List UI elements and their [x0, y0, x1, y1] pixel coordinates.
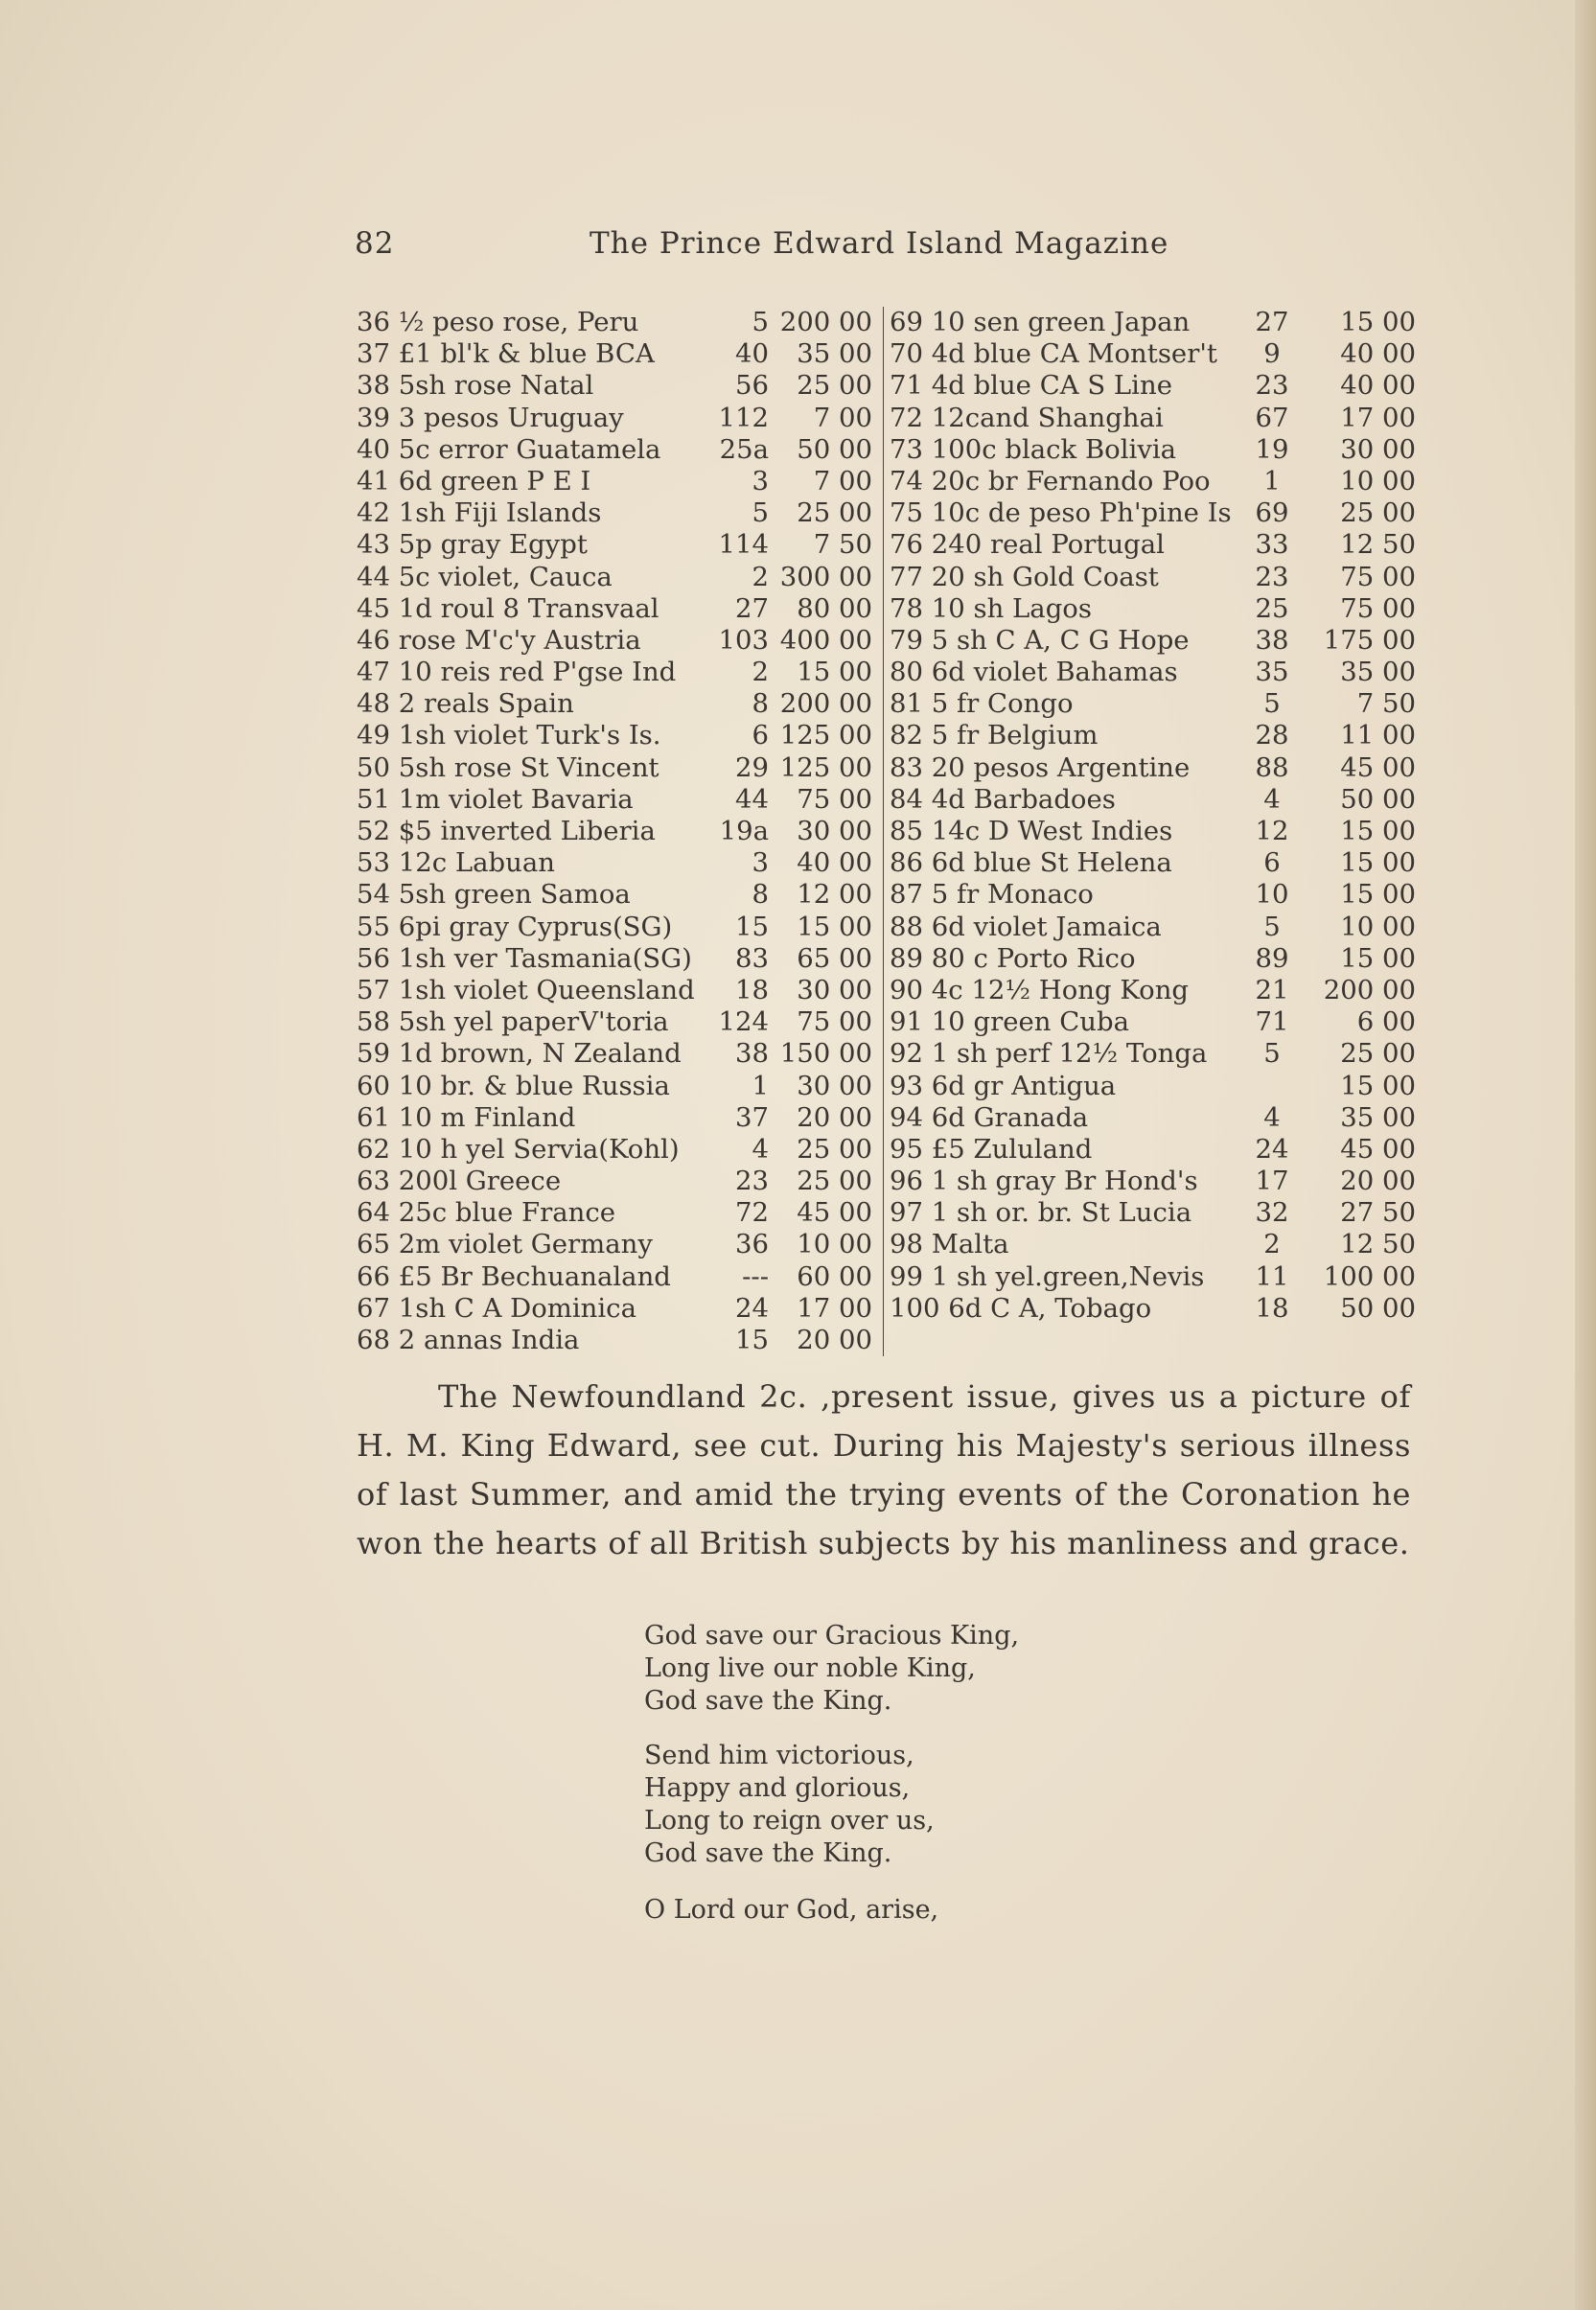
stamp-catalog-number: 10 — [1255, 879, 1289, 911]
stamp-price: 30 00 — [797, 1070, 872, 1101]
stamp-description: 47 10 reis red P'gse Ind — [357, 657, 677, 688]
stamp-price: 15 00 — [1340, 1070, 1416, 1101]
stamp-catalog-number: 29 — [735, 751, 769, 783]
table-row — [357, 1261, 872, 1293]
table-row — [357, 529, 872, 561]
table-row — [357, 497, 872, 529]
stamp-catalog-number: 35 — [1255, 657, 1289, 688]
table-row — [884, 593, 1416, 625]
stamp-price: 20 00 — [797, 1101, 872, 1133]
stamp-price: 11 00 — [1340, 720, 1416, 751]
stamp-catalog-number: 28 — [1255, 720, 1289, 751]
stamp-catalog-number: 27 — [735, 592, 769, 624]
stamp-description: 52 $5 inverted Liberia — [357, 816, 656, 846]
stamp-description: 62 10 h yel Servia(Kohl) — [357, 1133, 680, 1165]
verse-line: God save the King. — [644, 1686, 892, 1716]
table-row — [884, 847, 1416, 879]
table-row — [884, 1006, 1416, 1038]
table-row — [884, 879, 1416, 911]
stamp-catalog-number: 23 — [1255, 561, 1289, 592]
verse-line: Happy and glorious, — [644, 1773, 911, 1803]
stamp-description: 83 20 pesos Argentine — [890, 751, 1191, 783]
stamp-price: 400 00 — [779, 624, 872, 656]
stamp-description: 61 10 m Finland — [357, 1101, 576, 1133]
table-row — [357, 1197, 872, 1229]
stamp-description: 48 2 reals Spain — [357, 688, 574, 720]
stamp-price: 40 00 — [1340, 370, 1416, 402]
stamp-description: 56 1sh ver Tasmania(SG) — [357, 942, 692, 974]
stamp-catalog-number: 38 — [735, 1038, 769, 1070]
stamp-price: 35 00 — [1340, 657, 1416, 688]
stamp-description: 44 5c violet, Cauca — [357, 561, 613, 592]
table-row — [357, 816, 872, 847]
stamp-description: 93 6d gr Antigua — [890, 1070, 1117, 1101]
stamp-price: 12 50 — [1340, 529, 1416, 561]
stamp-description: 69 10 sen green Japan — [890, 307, 1191, 337]
stamp-price: 45 00 — [797, 1197, 872, 1229]
page-header — [355, 226, 1179, 268]
stamp-price: 175 00 — [1323, 624, 1416, 656]
stamp-description: 39 3 pesos Uruguay — [357, 402, 624, 433]
table-column-right — [883, 307, 1416, 1356]
stamp-description: 98 Malta — [890, 1229, 1009, 1260]
stamp-catalog-number: 5 — [752, 307, 769, 337]
table-row — [884, 816, 1416, 847]
table-row — [357, 1038, 872, 1070]
stamp-price: 20 00 — [1340, 1166, 1416, 1197]
stamp-description: 67 1sh C A Dominica — [357, 1292, 636, 1324]
stamp-catalog-number: 114 — [718, 529, 769, 561]
stamp-catalog-number: --- — [742, 1260, 769, 1292]
table-row — [357, 688, 872, 720]
article-paragraph: The Newfoundland 2c. ,present issue, gives us a picture of H. M. King Edward, see cut. During his Majesty's serious illness of last Summer, and amid the trying events of the Coronation he won the hearts of all British subjects by his manliness and grace. — [357, 1378, 1411, 1561]
table-row — [884, 1102, 1416, 1134]
stamp-catalog-number: 4 — [1263, 1101, 1281, 1133]
stamp-catalog-number: 4 — [1263, 783, 1281, 815]
stamp-price: 40 00 — [797, 847, 872, 879]
stamp-catalog-number: 4 — [752, 1133, 769, 1165]
stamp-price: 15 00 — [1340, 816, 1416, 846]
stamp-catalog-number: 5 — [1263, 911, 1281, 942]
table-row — [884, 434, 1416, 466]
stamp-catalog-number: 32 — [1255, 1197, 1289, 1229]
stamp-catalog-number: 2 — [1263, 1229, 1281, 1260]
verse-stanza-1 — [644, 1620, 1123, 1718]
stamp-price: 12 00 — [797, 879, 872, 911]
verse-line: Send him victorious, — [644, 1741, 914, 1770]
stamp-catalog-number: 71 — [1255, 1006, 1289, 1038]
stamp-catalog-number: 37 — [735, 1101, 769, 1133]
stamp-price: 50 00 — [1340, 1292, 1416, 1324]
stamp-price: 50 00 — [797, 433, 872, 465]
stamp-description: 45 1d roul 8 Transvaal — [357, 592, 659, 624]
table-row — [357, 975, 872, 1006]
table-row — [357, 1293, 872, 1325]
stamp-description: 79 5 sh C A, C G Hope — [890, 624, 1190, 656]
stamp-price: 200 00 — [779, 688, 872, 720]
verse-line: O Lord our God, arise, — [644, 1895, 939, 1925]
table-row — [884, 403, 1416, 434]
table-row — [357, 879, 872, 911]
stamp-price: 25 00 — [797, 497, 872, 529]
table-row — [357, 1134, 872, 1166]
table-row — [884, 912, 1416, 943]
stamp-catalog-number: 18 — [1255, 1292, 1289, 1324]
stamp-catalog-number: 9 — [1263, 338, 1281, 370]
stamp-description: 94 6d Granada — [890, 1101, 1089, 1133]
table-row — [884, 1038, 1416, 1070]
table-row — [357, 403, 872, 434]
stamp-price: 300 00 — [779, 561, 872, 592]
table-row — [357, 1229, 872, 1260]
stamp-price: 125 00 — [779, 751, 872, 783]
table-row — [884, 307, 1416, 338]
stamp-description: 82 5 fr Belgium — [890, 720, 1099, 751]
stamp-description: 51 1m violet Bavaria — [357, 783, 634, 815]
stamp-catalog-number: 25a — [719, 433, 769, 465]
stamp-price: 25 00 — [797, 1133, 872, 1165]
stamp-catalog-number: 72 — [735, 1197, 769, 1229]
stamp-description: 95 £5 Zululand — [890, 1133, 1093, 1165]
table-row — [357, 943, 872, 975]
stamp-catalog-number: 3 — [752, 847, 769, 879]
table-column-left — [357, 307, 872, 1356]
table-row — [884, 943, 1416, 975]
table-row — [357, 625, 872, 657]
table-row — [884, 529, 1416, 561]
table-row — [357, 1325, 872, 1356]
table-row — [884, 688, 1416, 720]
stamp-price: 75 00 — [1340, 592, 1416, 624]
stamp-price: 200 00 — [779, 307, 872, 337]
stamp-description: 60 10 br. & blue Russia — [357, 1070, 670, 1101]
table-row — [884, 1197, 1416, 1229]
stamp-description: 100 6d C A, Tobago — [890, 1292, 1152, 1324]
table-row — [884, 338, 1416, 370]
stamp-catalog-number: 103 — [718, 624, 769, 656]
stamp-description: 50 5sh rose St Vincent — [357, 751, 659, 783]
stamp-price: 7 00 — [813, 465, 872, 497]
table-row — [884, 625, 1416, 657]
stamp-description: 72 12cand Shanghai — [890, 402, 1164, 433]
stamp-price: 80 00 — [797, 592, 872, 624]
table-row — [357, 593, 872, 625]
stamp-price: 10 00 — [1340, 911, 1416, 942]
stamp-price: 75 00 — [797, 1006, 872, 1038]
table-row — [884, 466, 1416, 497]
table-row — [884, 1261, 1416, 1293]
stamp-description: 58 5sh yel paperV'toria — [357, 1006, 669, 1038]
stamp-price: 45 00 — [1340, 1133, 1416, 1165]
verse-line: God save the King. — [644, 1838, 892, 1868]
stamp-description: 90 4c 12½ Hong Kong — [890, 974, 1190, 1005]
stamp-price: 15 00 — [1340, 879, 1416, 911]
stamp-price: 65 00 — [797, 942, 872, 974]
stamp-catalog-number: 8 — [752, 879, 769, 911]
table-row — [357, 466, 872, 497]
stamp-catalog-number: 89 — [1255, 942, 1289, 974]
stamp-price: 7 50 — [1356, 688, 1416, 720]
table-row — [357, 784, 872, 816]
stamp-catalog-number: 23 — [735, 1166, 769, 1197]
stamp-description: 46 rose M'c'y Austria — [357, 624, 641, 656]
stamp-description: 53 12c Labuan — [357, 847, 555, 879]
stamp-catalog-number: 19a — [719, 816, 769, 846]
stamp-catalog-number: 44 — [735, 783, 769, 815]
stamp-description: 99 1 sh yel.green,Nevis — [890, 1260, 1205, 1292]
table-row — [884, 975, 1416, 1006]
stamp-price: 125 00 — [779, 720, 872, 751]
stamp-catalog-number: 25 — [1255, 592, 1289, 624]
stamp-catalog-number: 56 — [735, 370, 769, 402]
stamp-catalog-number: 21 — [1255, 974, 1289, 1005]
stamp-catalog-number: 67 — [1255, 402, 1289, 433]
stamp-catalog-number: 69 — [1255, 497, 1289, 529]
stamp-price: 7 50 — [813, 529, 872, 561]
stamp-price: 7 00 — [813, 402, 872, 433]
stamp-catalog-number: 2 — [752, 561, 769, 592]
table-row — [357, 1102, 872, 1134]
stamp-catalog-number: 33 — [1255, 529, 1289, 561]
stamp-price: 25 00 — [797, 370, 872, 402]
stamp-description: 49 1sh violet Turk's Is. — [357, 720, 661, 751]
table-row — [357, 562, 872, 593]
table-row — [884, 1293, 1416, 1325]
stamp-price: 17 00 — [797, 1292, 872, 1324]
table-row — [884, 1229, 1416, 1260]
stamp-catalog-number: 40 — [735, 338, 769, 370]
table-row — [357, 307, 872, 338]
stamp-description: 64 25c blue France — [357, 1197, 616, 1229]
verse-line: Long to reign over us, — [644, 1806, 935, 1836]
stamp-description: 96 1 sh gray Br Hond's — [890, 1166, 1198, 1197]
table-row — [884, 657, 1416, 688]
stamp-catalog-number: 17 — [1255, 1166, 1289, 1197]
stamp-price: 200 00 — [1323, 974, 1416, 1005]
stamp-price: 12 50 — [1340, 1229, 1416, 1260]
stamp-price: 60 00 — [797, 1260, 872, 1292]
stamp-catalog-number: 18 — [735, 974, 769, 1005]
verse-stanza-2 — [644, 1740, 1123, 1870]
table-row — [884, 1071, 1416, 1102]
table-row — [884, 752, 1416, 784]
stamp-catalog-number: 1 — [1263, 465, 1281, 497]
stamp-catalog-number: 23 — [1255, 370, 1289, 402]
stamp-catalog-number: 5 — [1263, 1038, 1281, 1070]
stamp-price: 17 00 — [1340, 402, 1416, 433]
stamp-catalog-number: 19 — [1255, 433, 1289, 465]
stamp-catalog-number: 88 — [1255, 751, 1289, 783]
stamp-description: 43 5p gray Egypt — [357, 529, 588, 561]
table-row — [357, 720, 872, 751]
stamp-price: 15 00 — [1340, 307, 1416, 337]
stamp-description: 88 6d violet Jamaica — [890, 911, 1162, 942]
stamp-description: 42 1sh Fiji Islands — [357, 497, 602, 529]
stamp-price: 15 00 — [797, 911, 872, 942]
table-row — [357, 434, 872, 466]
stamp-description: 87 5 fr Monaco — [890, 879, 1094, 911]
stamp-price: 25 00 — [797, 1166, 872, 1197]
table-row — [884, 784, 1416, 816]
stamp-price: 15 00 — [1340, 942, 1416, 974]
stamp-description: 70 4d blue CA Montser't — [890, 338, 1217, 370]
stamp-description: 75 10c de peso Ph'pine Is — [890, 497, 1232, 529]
table-row — [884, 497, 1416, 529]
running-title: The Prince Edward Island Magazine — [590, 226, 1169, 261]
stamp-price: 100 00 — [1323, 1260, 1416, 1292]
stamp-catalog-number: 24 — [735, 1292, 769, 1324]
stamp-price: 35 00 — [1340, 1101, 1416, 1133]
table-row — [357, 912, 872, 943]
stamp-price: 40 00 — [1340, 338, 1416, 370]
stamp-catalog-number: 83 — [735, 942, 769, 974]
stamp-catalog-number: 36 — [735, 1229, 769, 1260]
stamp-description: 81 5 fr Congo — [890, 688, 1074, 720]
table-row — [357, 370, 872, 402]
stamp-catalog-number: 6 — [752, 720, 769, 751]
stamp-description: 36 ½ peso rose, Peru — [357, 307, 639, 337]
table-row — [357, 338, 872, 370]
table-row — [884, 720, 1416, 751]
stamp-price: 30 00 — [797, 816, 872, 846]
stamp-catalog-number: 12 — [1255, 816, 1289, 846]
stamp-catalog-number: 11 — [1255, 1260, 1289, 1292]
stamp-price: 150 00 — [779, 1038, 872, 1070]
stamp-description: 41 6d green P E I — [357, 465, 591, 497]
stamp-description: 86 6d blue St Helena — [890, 847, 1172, 879]
stamp-description: 40 5c error Guatamela — [357, 433, 661, 465]
page-number: 82 — [355, 226, 395, 261]
stamp-catalog-number: 27 — [1255, 307, 1289, 337]
stamp-catalog-number: 38 — [1255, 624, 1289, 656]
stamp-price: 25 00 — [1340, 1038, 1416, 1070]
stamp-catalog-number: 5 — [1263, 688, 1281, 720]
stamp-price: 30 00 — [1340, 433, 1416, 465]
stamp-price: 15 00 — [1340, 847, 1416, 879]
stamp-price: 30 00 — [797, 974, 872, 1005]
stamp-catalog-number: 5 — [752, 497, 769, 529]
stamp-description: 77 20 sh Gold Coast — [890, 561, 1159, 592]
table-row — [884, 1166, 1416, 1197]
stamp-description: 76 240 real Portugal — [890, 529, 1165, 561]
stamp-price: 75 00 — [797, 783, 872, 815]
table-row — [357, 1071, 872, 1102]
stamp-catalog-number: 6 — [1263, 847, 1281, 879]
stamp-description: 71 4d blue CA S Line — [890, 370, 1172, 402]
stamp-price: 6 00 — [1356, 1006, 1416, 1038]
table-row — [357, 752, 872, 784]
stamp-price: 25 00 — [1340, 497, 1416, 529]
stamp-catalog-number: 15 — [735, 911, 769, 942]
stamp-description: 63 200l Greece — [357, 1166, 562, 1197]
verse-line: Long live our noble King, — [644, 1653, 976, 1683]
stamp-catalog-number: 3 — [752, 465, 769, 497]
stamp-description: 37 £1 bl'k & blue BCA — [357, 338, 655, 370]
stamp-price: 20 00 — [797, 1325, 872, 1355]
stamp-description: 66 £5 Br Bechuanaland — [357, 1260, 671, 1292]
stamp-description: 91 10 green Cuba — [890, 1006, 1129, 1038]
stamp-catalog-number: 1 — [752, 1070, 769, 1101]
stamp-description: 97 1 sh or. br. St Lucia — [890, 1197, 1192, 1229]
stamp-description: 55 6pi gray Cyprus(SG) — [357, 911, 673, 942]
stamp-price: 15 00 — [797, 657, 872, 688]
stamp-description: 68 2 annas India — [357, 1325, 580, 1355]
stamp-description: 78 10 sh Lagos — [890, 592, 1092, 624]
stamp-price: 35 00 — [797, 338, 872, 370]
stamp-description: 89 80 c Porto Rico — [890, 942, 1136, 974]
stamp-description: 74 20c br Fernando Poo — [890, 465, 1211, 497]
stamp-description: 80 6d violet Bahamas — [890, 657, 1178, 688]
stamp-price: 10 00 — [797, 1229, 872, 1260]
stamp-catalog-number: 8 — [752, 688, 769, 720]
table-row — [357, 1006, 872, 1038]
stamp-description: 57 1sh violet Queensland — [357, 974, 695, 1005]
stamp-catalog-number: 2 — [752, 657, 769, 688]
stamp-description: 84 4d Barbadoes — [890, 783, 1116, 815]
table-row — [357, 1166, 872, 1197]
table-row — [884, 370, 1416, 402]
table-row — [357, 657, 872, 688]
stamp-price: 50 00 — [1340, 783, 1416, 815]
verse-stanza-3 — [644, 1894, 1123, 1927]
table-row — [357, 847, 872, 879]
stamp-description: 38 5sh rose Natal — [357, 370, 594, 402]
stamp-description: 73 100c black Bolivia — [890, 433, 1177, 465]
stamp-price: 45 00 — [1340, 751, 1416, 783]
stamp-description: 85 14c D West Indies — [890, 816, 1173, 846]
stamp-description: 54 5sh green Samoa — [357, 879, 631, 911]
stamp-catalog-number: 112 — [718, 402, 769, 433]
table-row — [884, 1134, 1416, 1166]
verse-line: God save our Gracious King, — [644, 1621, 1020, 1651]
stamp-price: 75 00 — [1340, 561, 1416, 592]
stamp-description: 92 1 sh perf 12½ Tonga — [890, 1038, 1208, 1070]
stamp-description: 59 1d brown, N Zealand — [357, 1038, 682, 1070]
stamp-price: 10 00 — [1340, 465, 1416, 497]
stamp-catalog-number: 124 — [718, 1006, 769, 1038]
page-edge — [1575, 0, 1596, 2310]
stamp-catalog-number: 15 — [735, 1325, 769, 1355]
stamp-description: 65 2m violet Germany — [357, 1229, 653, 1260]
table-row — [884, 562, 1416, 593]
stamp-price: 27 50 — [1340, 1197, 1416, 1229]
stamp-catalog-number: 24 — [1255, 1133, 1289, 1165]
